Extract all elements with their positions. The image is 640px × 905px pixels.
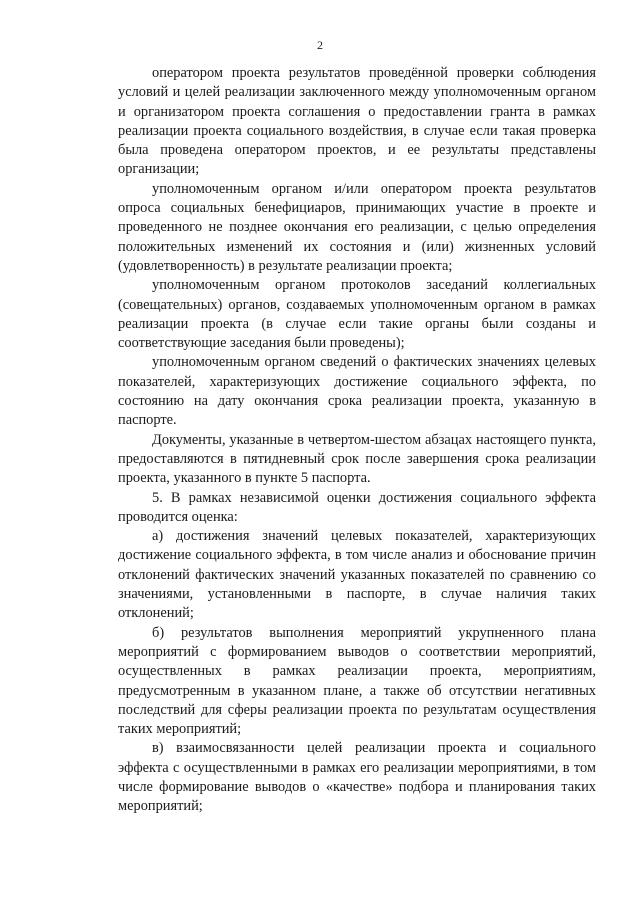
- page-number: 2: [317, 38, 323, 52]
- paragraph-item-b: б) результатов выполнения мероприятий укрупненного плана мероприятий с формированием выводов о соответствии мероприятий, осуществленных в рамках реализации проекта, мероприятиям, предусмотренным в указанном плане, а также об отсутствии негативных последствий для сферы реализации проекта по результатам осуществления таких мероприятий;: [118, 624, 596, 738]
- paragraph-section-5: 5. В рамках независимой оценки достижения социального эффекта проводится оценка:: [118, 489, 596, 525]
- document-body: [118, 64, 596, 817]
- paragraph-operator-check: оператором проекта результатов проведённой проверки соблюдения условий и целей реализации заключенного между уполномоченным органом и организатором проекта соглашения о предоставлении гранта в рамках реализации проекта социального воздействия, в случае если такая проверка была проведена оператором проектов, и ее результаты представлены организации;: [118, 65, 596, 178]
- paragraph-beneficiary-survey: уполномоченным органом и/или оператором проекта результатов опроса социальных бенефициаров, принимающих участие в проекте и проведенного не позднее окончания его реализации, с целью определения положительных изменений их состояния и (или) жизненных условий (удовлетворенность) в результате реализации проекта;: [118, 180, 596, 274]
- paragraph-item-a: а) достижения значений целевых показателей, характеризующих достижение социального эффекта, в том числе анализ и обоснование причин отклонений фактических значений указанных показателей по сравнению со значениями, установленными в паспорте, в случае наличия таких отклонений;: [118, 528, 596, 622]
- paragraph-item-v: в) взаимосвязанности целей реализации проекта и социального эффекта с осуществленными в рамках его реализации мероприятиями, в том числе формирование выводов о «качестве» подбора и планирования таких мероприятий;: [118, 740, 596, 815]
- paragraph-indicator-values: уполномоченным органом сведений о фактических значениях целевых показателей, характеризующих достижение социального эффекта, по состоянию на дату окончания срока реализации проекта, указанную в паспорте.: [118, 354, 596, 429]
- paragraph-collegial-protocols: уполномоченным органом протоколов заседаний коллегиальных (совещательных) органов, создаваемых уполномоченным органом в рамках реализации проекта (в случае если такие органы были созданы и соответствующие заседания были проведены);: [118, 277, 596, 352]
- paragraph-documents-deadline: Документы, указанные в четвертом-шестом абзацах настоящего пункта, предоставляются в пятидневный срок после завершения срока реализации проекта, указанного в пункте 5 паспорта.: [118, 431, 596, 487]
